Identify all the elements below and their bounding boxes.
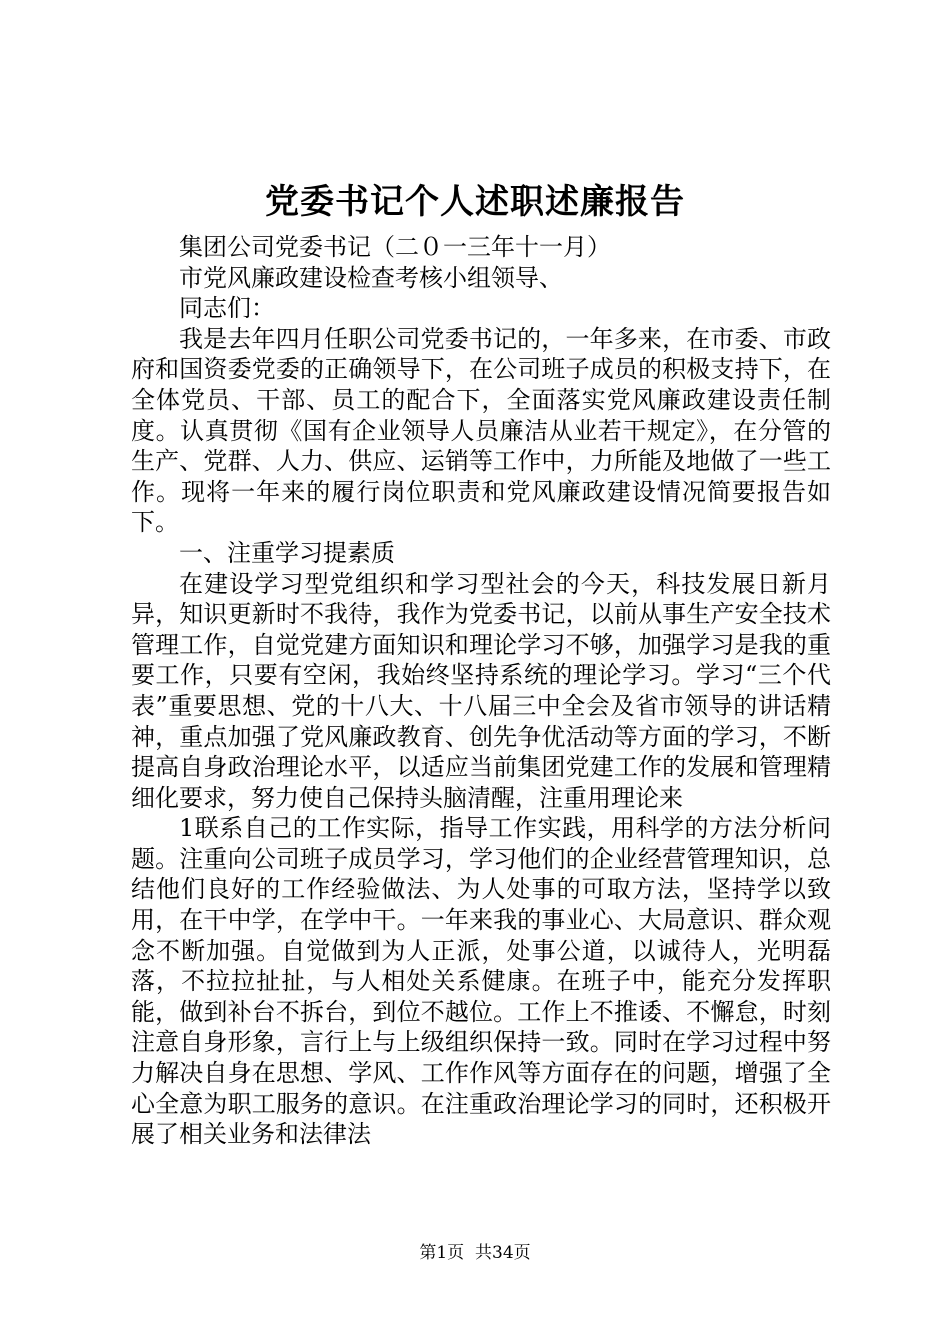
section-heading: 一、注重学习提素质 — [179, 538, 395, 567]
document-title: 党委书记个人述职述廉报告 — [265, 182, 685, 222]
salutation-line: 同志们： — [179, 294, 275, 323]
page-footer — [0, 1242, 950, 1264]
page-total: 共34页 — [475, 1243, 531, 1263]
body-paragraph: 在建设学习型党组织和学习型社会的今天，科技发展日新月异，知识更新时不我待，我作为党委书记，以前从事生产安全技术管理工作，自觉党建方面知识和理论学习不够，加强学习是我的重要工作，只要有空闲，我始终坚持系统的理论学习。学习“三个代表”重要思想、党的十八大、十八届三中全会及省市领导的讲话精神，重点加强了党风廉政教育、创先争优活动等方面的学习，不断提高自身政治理论水平，以适应当前集团党建工作的发展和管理精细化要求，努力使自己保持头脑清醒，注重用理论来 — [131, 569, 831, 812]
body-paragraph: 1联系自己的工作实际，指导工作实践，用科学的方法分析问题。注重向公司班子成员学习，学习他们的企业经营管理知识，总结他们良好的工作经验做法、为人处事的可取方法，坚持学以致用，在干中学，在学中干。一年来我的事业心、大局意识、群众观念不断加强。自觉做到为人正派，处事公道，以诚待人，光明磊落，不拉拉扯扯，与人相处关系健康。在班子中，能充分发挥职能，做到补台不拆台，到位不越位。工作上不推诿、不懈怠，时刻注意自身形象，言行上与上级组织保持一致。同时在学习过程中努力解决自身在思想、学风、工作作风等方面存在的问题，增强了全心全意为职工服务的意识。在注重政治理论学习的同时，还积极开展了相关业务和法律法 — [131, 814, 831, 1149]
author-line: 集团公司党委书记（二０一三年十一月） — [179, 233, 611, 261]
page-number: 第1页 — [419, 1243, 465, 1263]
addressee-line: 市党风廉政建设检查考核小组领导、 — [179, 263, 563, 292]
intro-paragraph: 我是去年四月任职公司党委书记的，一年多来，在市委、市政府和国资委党委的正确领导下，在公司班子成员的积极支持下，在全体党员、干部、员工的配合下，全面落实党风廉政建设责任制度。认真贯彻《国有企业领导人员廉洁从业若干规定》，在分管的生产、党群、人力、供应、运销等工作中，力所能及地做了一些工作。现将一年来的履行岗位职责和党风廉政建设情况简要报告如下。 — [131, 324, 831, 537]
document-body — [131, 232, 831, 1150]
